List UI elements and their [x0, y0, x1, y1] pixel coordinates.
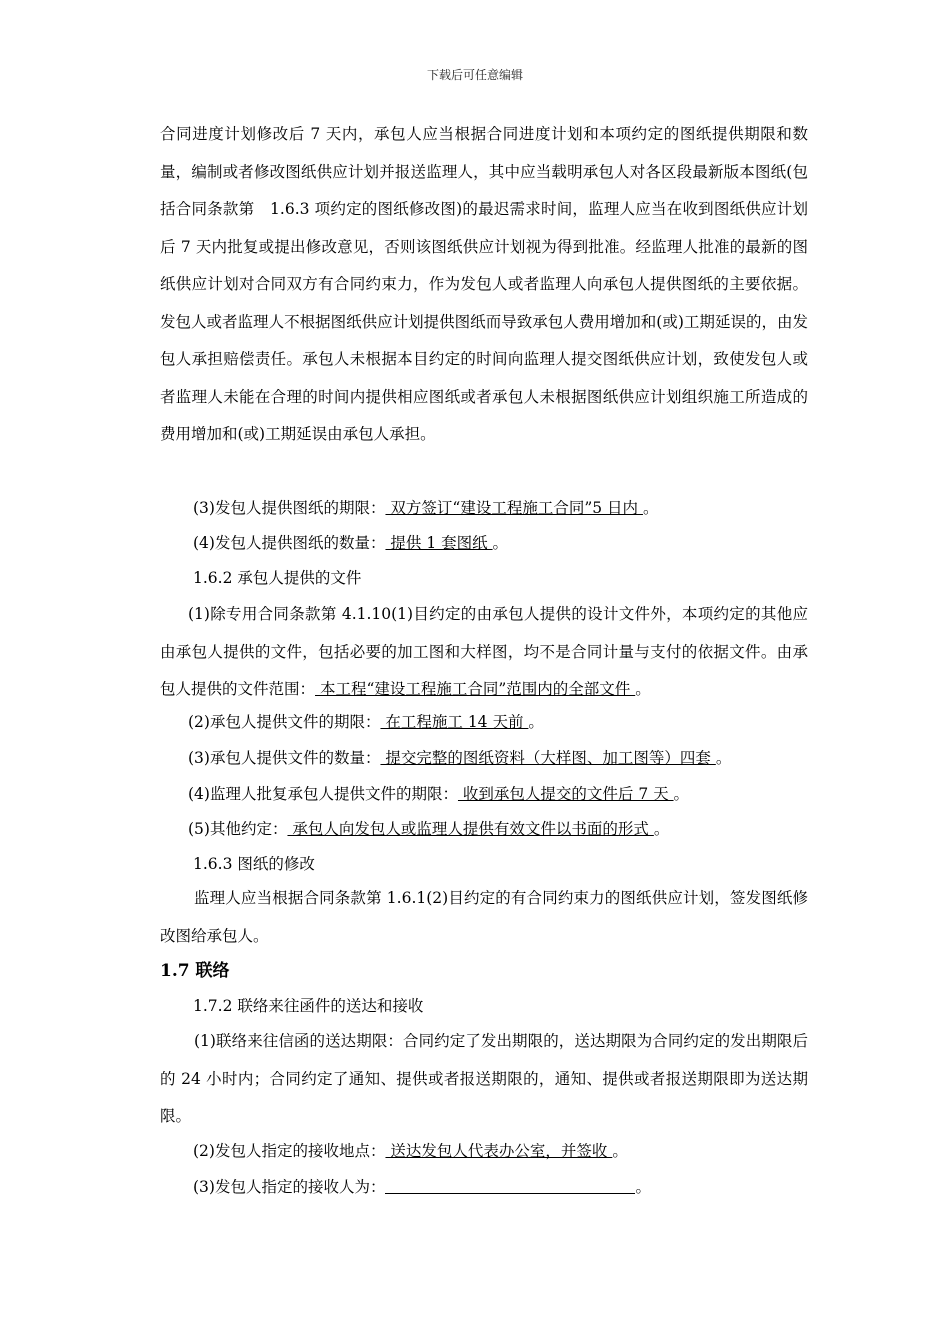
- item-approval-deadline: [188, 784, 689, 804]
- item-end: 。: [715, 749, 732, 767]
- item-value: 在工程施工 14 天前: [380, 713, 529, 731]
- item-label: (3)发包人提供图纸的期限：: [193, 499, 386, 517]
- paragraph-drawing-modification: 监理人应当根据合同条款第 1.6.1(2)目约定的有合同约束力的图纸供应计划，签发图纸修改图给承包人。: [160, 889, 808, 945]
- item-end: 。: [673, 785, 690, 803]
- document-scope-value: 本工程“建设工程施工合同”范围内的全部文件: [315, 680, 636, 698]
- receiver-blank-line: [385, 1178, 635, 1194]
- paragraph-contractor-documents: [160, 596, 808, 709]
- item-end: 。: [653, 820, 670, 838]
- item-value: 提交完整的图纸资料（大样图、加工图等）四套: [380, 749, 716, 767]
- item-drawing-quantity: [193, 533, 508, 553]
- paragraph-end: 。: [635, 680, 651, 698]
- item-drawing-deadline: [193, 498, 658, 518]
- item-label: (4)发包人提供图纸的数量：: [193, 534, 386, 552]
- item-end: 。: [492, 534, 509, 552]
- paragraph-delivery-deadline: (1)联络来往信函的送达期限：合同约定了发出期限的，送达期限为合同约定的发出期限后的 24 小时内；合同约定了通知、提供或者报送期限的，通知、提供或者报送期限即为送达期限。: [160, 1032, 808, 1125]
- item-end: 。: [528, 713, 544, 731]
- item-label: (2)承包人提供文件的期限：: [188, 713, 381, 731]
- section-1-6-3-title: 1.6.3 图纸的修改: [193, 855, 315, 873]
- item-label: (2)发包人指定的接收地点：: [193, 1142, 386, 1160]
- section-1-6-2-title: 1.6.2 承包人提供的文件: [193, 569, 362, 587]
- section-1-7-2-title: 1.7.2 联络来往函件的送达和接收: [193, 997, 424, 1015]
- item-label: (3)发包人指定的接收人为：: [193, 1178, 386, 1196]
- item-receiving-location: [193, 1141, 628, 1161]
- paragraph-drawing-supply-plan: 合同进度计划修改后 7 天内，承包人应当根据合同进度计划和本项约定的图纸提供期限和数量，编制或者修改图纸供应计划并报送监理人，其中应当载明承包人对各区段最新版本图纸(包括合同条款第 1.6.3 项约定的图纸修改图)的最迟需求时间，监理人应当在收到图纸供应计划后 7 天内批复或提出修改意见，否则该图纸供应计划视为得到批准。经监理人批准的最新的图纸供应计划对合同双方有合同约束力，作为发包人或者监理人向承包人提供图纸的主要依据。发包人或者监理人不根据图纸供应计划提供图纸而导致承包人费用增加和(或)工期延误的，由发包人承担赔偿责任。承包人未根据本目约定的时间向监理人提交图纸供应计划，致使发包人或者监理人未能在合理的时间内提供相应图纸或者承包人未根据图纸供应计划组织施工所造成的费用增加和(或)工期延误由承包人承担。: [160, 125, 808, 443]
- item-value: 收到承包人提交的文件后 7 天: [457, 785, 674, 803]
- item-end: 。: [642, 499, 659, 517]
- item-value: 承包人向发包人或监理人提供有效文件以书面的形式: [287, 820, 654, 838]
- paragraph-text: (1)除专用合同条款第 4.1.10(1)目约定的由承包人提供的设计文件外，本项约定的其他应由承包人提供的文件，包括必要的加工图和大样图，均不是合同计量与支付的依据文件。由承包人提供的文件范围：: [160, 605, 808, 698]
- item-document-quantity: [188, 748, 731, 768]
- item-value: 送达发包人代表办公室，并签收: [385, 1142, 613, 1160]
- item-label: (5)其他约定：: [188, 820, 288, 838]
- section-1-7-heading: 1.7 联络: [160, 961, 230, 981]
- item-value: 双方签订“建设工程施工合同”5 日内: [385, 499, 643, 517]
- page-header: 下载后可任意编辑: [426, 68, 523, 82]
- item-document-deadline: [188, 712, 544, 732]
- item-label: (3)承包人提供文件的数量：: [188, 749, 381, 767]
- item-other-agreement: [188, 819, 669, 839]
- item-value: 提供 1 套图纸: [385, 534, 493, 552]
- item-end: 。: [635, 1178, 651, 1196]
- item-label: (4)监理人批复承包人提供文件的期限：: [188, 785, 458, 803]
- item-receiver: [193, 1177, 651, 1197]
- item-end: 。: [612, 1142, 628, 1160]
